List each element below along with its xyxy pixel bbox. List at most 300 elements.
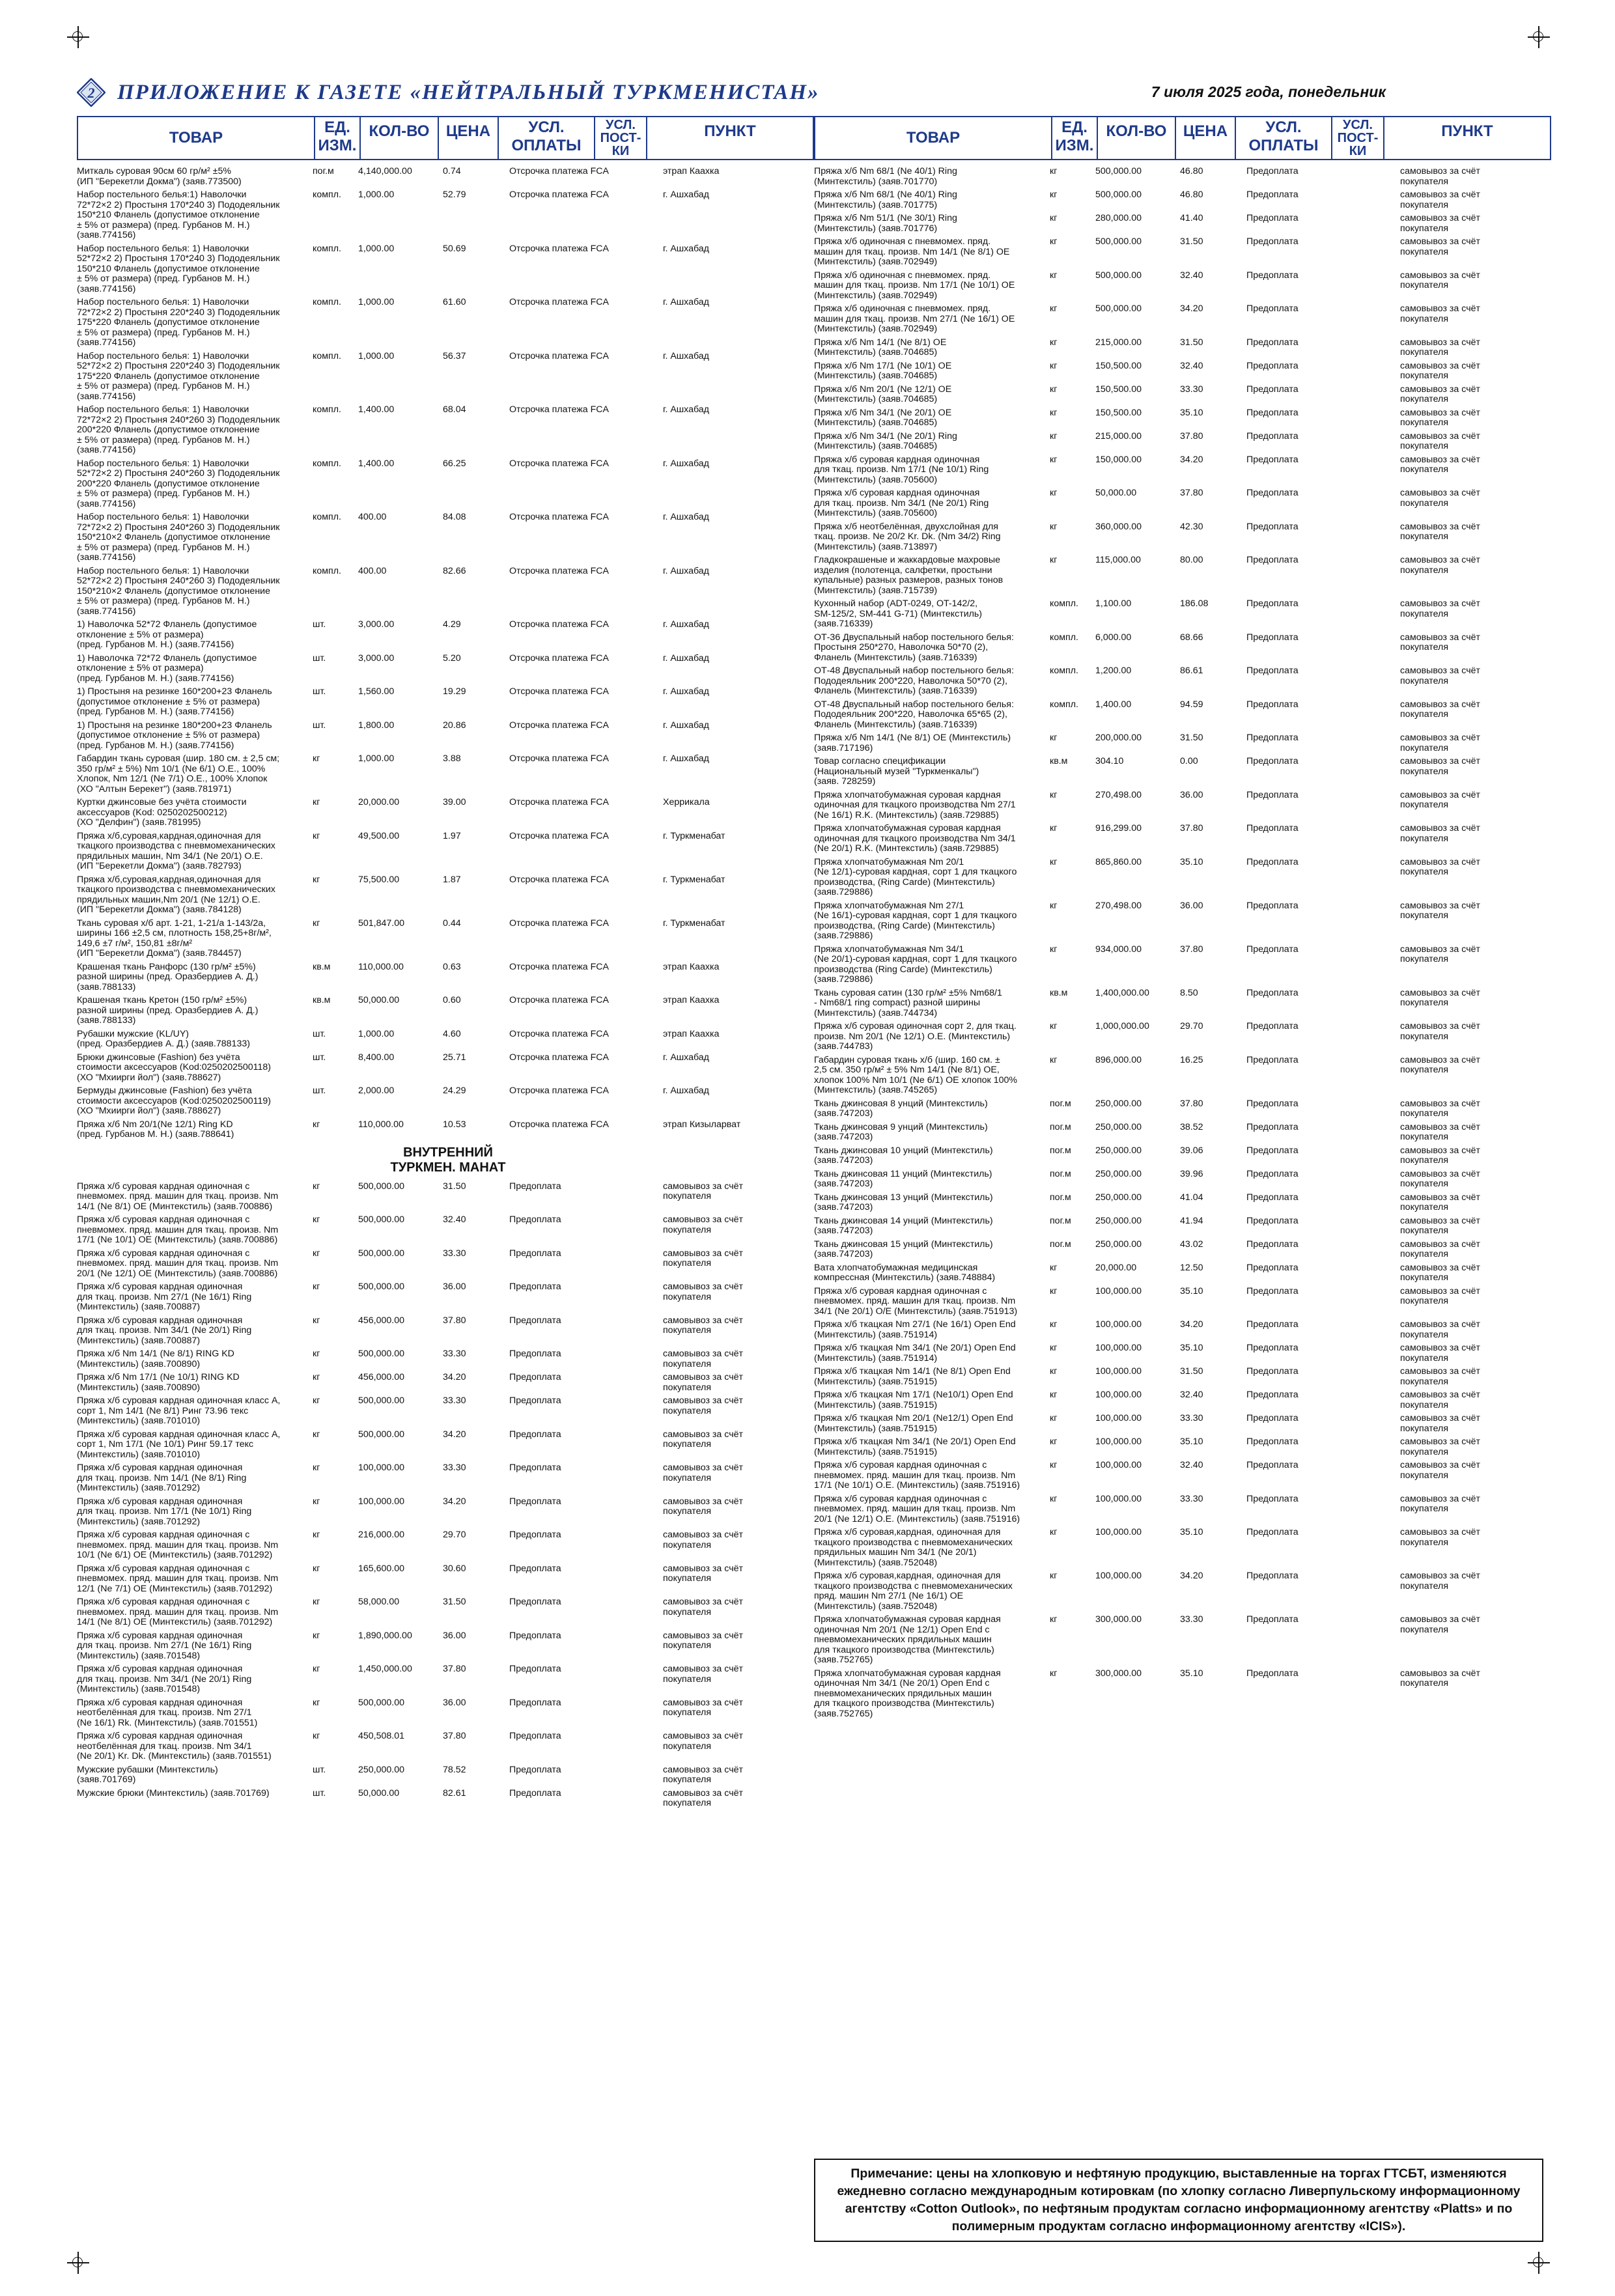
cell-product: Пряжа х/б Nm 17/1 (Ne 10/1) OE (Минтекстиль) (заяв.704685)	[814, 360, 952, 381]
cell-product: Ткань джинсовая 14 унций (Минтекстиль) (заяв.747203)	[814, 1215, 993, 1236]
cell-price: 34.20	[443, 1429, 466, 1440]
cell-point: самовывоз за счёт покупателя	[1400, 303, 1480, 324]
cell-point: самовывоз за счёт покупателя	[1400, 1319, 1480, 1340]
table-row	[77, 832, 814, 872]
cell-qty: 3,000.00	[358, 619, 395, 630]
cell-unit: кг	[1050, 789, 1058, 800]
table-row	[77, 1373, 814, 1393]
cell-price: 37.80	[1180, 488, 1203, 498]
cell-qty: 215,000.00	[1095, 337, 1142, 348]
cell-product: Пряжа х/б суровая кардная одиночная для ткац. произв. Nm 14/1 (Ne 8/1) Ring (Минтекстиль) (заяв.701292)	[77, 1463, 247, 1493]
cell-payment: Предоплата	[1246, 944, 1299, 955]
cell-product: Набор постельного белья:1) Наволочки 72*72×2 2) Простыня 170*240 3) Пододеяльник 150*210 Фланель (допустимое отклонение ± 5% от размера) (пред. Гурбанов М. Н.) (заяв.774156)	[77, 189, 280, 240]
cell-payment: Отсрочка платежа FCA	[509, 512, 609, 522]
table-row	[814, 945, 1551, 985]
cell-point: самовывоз за счёт покупателя	[1400, 270, 1480, 290]
cell-unit: компл.	[1050, 665, 1078, 676]
cell-point: самовывоз за счёт покупателя	[1400, 1054, 1480, 1075]
cell-qty: 250,000.00	[1095, 1215, 1142, 1226]
cell-product: Пряжа х/б суровая кардная одиночная с пневмомех. пряд. машин для ткац. произв. Nm 20/1 (Ne 12/1) O.E. (Минтекстиль) (заяв.751916)	[814, 1493, 1020, 1524]
cell-price: 32.40	[1180, 360, 1203, 371]
cell-qty: 8,400.00	[358, 1052, 395, 1063]
cell-qty: 270,498.00	[1095, 900, 1142, 911]
cell-payment: Предоплата	[1246, 1021, 1299, 1031]
cell-qty: 100,000.00	[1095, 1390, 1142, 1400]
cell-product: Габардин ткань суровая (шир. 180 см. ± 2,5 см; 350 гр/м² ± 5%) Nm 10/1 (Ne 6/1) O.E., 100% Хлопок, Nm 12/1 (Ne 7/1) O.E., 100% Хлопок (ХО "Алтын Берекет") (заяв.781971)	[77, 753, 280, 794]
cell-point: самовывоз за счёт покупателя	[1400, 337, 1480, 357]
cell-product: Пряжа х/б одиночная с пневмомех. пряд. машин для ткац. произв. Nm 14/1 (Ne 8/1) OE (Минтекстиль) (заяв.702949)	[814, 236, 1010, 267]
cell-product: 1) Наволочка 72*72 Фланель (допустимое отклонение ± 5% от размера) (пред. Гурбанов М. Н.) (заяв.774156)	[77, 652, 257, 684]
table-row	[77, 190, 814, 241]
cell-qty: 360,000.00	[1095, 521, 1142, 532]
cell-unit: кг	[313, 1496, 320, 1507]
cell-product: Набор постельного белья: 1) Наволочки 52*72×2 2) Простыня 170*240 3) Пододеяльник 150*210 Фланель (допустимое отклонение ± 5% от размера) (пред. Гурбанов М. Н.) (заяв.774156)	[77, 243, 280, 294]
cell-unit: кг	[313, 1630, 320, 1641]
cell-point: этрап Каахка	[663, 166, 720, 176]
cell-product: Набор постельного белья: 1) Наволочки 72*72×2 2) Простыня 240*260 3) Пододеяльник 150*210×2 Фланель (допустимое отклонение ± 5% от размера) (пред. Гурбанов М. Н.) (заяв.774156)	[77, 512, 280, 563]
cell-point: самовывоз за счёт покупателя	[663, 1395, 743, 1416]
header-delivery: УСЛ. ПОСТ- КИ	[1331, 117, 1383, 159]
cell-unit: кг	[313, 1349, 320, 1359]
cell-payment: Предоплата	[509, 1496, 561, 1507]
cell-payment: Предоплата	[1246, 407, 1299, 418]
cell-point: самовывоз за счёт покупателя	[1400, 1021, 1480, 1042]
cell-point: г. Ашхабад	[663, 619, 709, 630]
cell-point: самовывоз за счёт покупателя	[1400, 360, 1480, 381]
table-row	[814, 455, 1551, 486]
cell-product: Пряжа х/б суровая кардная одиночная с пневмомех. пряд. машин для ткац. произв. Nm 12/1 (Ne 7/1) OE (Минтекстиль) (заяв.701292)	[77, 1563, 279, 1594]
cell-price: 41.04	[1180, 1192, 1203, 1203]
table-row	[814, 757, 1551, 787]
cell-price: 36.00	[1180, 900, 1203, 911]
cell-point: самовывоз за счёт покупателя	[1400, 1343, 1480, 1364]
cell-product: Пряжа х/б Nm 20/1 (Ne 12/1) OE (Минтекстиль) (заяв.704685)	[814, 384, 952, 404]
cell-payment: Предоплата	[509, 1664, 561, 1674]
cell-point: самовывоз за счёт покупателя	[1400, 407, 1480, 428]
cell-qty: 300,000.00	[1095, 1668, 1142, 1679]
cell-price: 84.08	[443, 512, 466, 522]
cell-qty: 215,000.00	[1095, 430, 1142, 441]
cell-payment: Предоплата	[1246, 166, 1299, 176]
cell-payment: Предоплата	[1246, 1390, 1299, 1400]
cell-payment: Предоплата	[509, 1395, 561, 1406]
cell-product: Вата хлопчатобумажная медицинская компрессная (Минтекстиль) (заяв.748884)	[814, 1262, 996, 1283]
cell-qty: 100,000.00	[1095, 1571, 1142, 1581]
cell-unit: кв.м	[1050, 756, 1068, 766]
cell-payment: Предоплата	[1246, 756, 1299, 766]
cell-price: 80.00	[1180, 555, 1203, 565]
cell-unit: шт.	[313, 619, 326, 630]
cell-point: самовывоз за счёт покупателя	[663, 1597, 743, 1617]
cell-product: Пряжа х/б суровая,кардная, одиночная для ткацкого производства с пневмомеханических прядильных машин Nm 34/1 (Ne 20/1) (Минтекстиль) (заяв.752048)	[814, 1527, 1013, 1568]
cell-unit: шт.	[313, 1764, 326, 1775]
cell-product: Пряжа х/б,суровая,кардная,одиночная для ткацкого производства с пневмомеханических прядильных машин, Nm 34/1 (Ne 20/1) O.E. (ИП "Берекетли Докма") (заяв.782793)	[77, 830, 275, 871]
cell-unit: компл.	[313, 350, 341, 361]
cell-point: самовывоз за счёт покупателя	[1400, 1460, 1480, 1481]
table-row	[77, 654, 814, 684]
cell-point: г. Ашхабад	[663, 297, 709, 307]
table-row	[814, 488, 1551, 519]
cell-qty: 1,560.00	[358, 686, 395, 697]
cell-unit: кг	[1050, 1319, 1058, 1330]
cell-payment: Предоплата	[1246, 1493, 1299, 1504]
cell-price: 43.02	[1180, 1239, 1203, 1250]
cell-payment: Предоплата	[1246, 699, 1299, 710]
registration-mark-bottom-right	[1528, 2252, 1550, 2274]
table-row	[814, 599, 1551, 630]
cell-qty: 304.10	[1095, 756, 1124, 766]
cell-price: 31.50	[1180, 1366, 1203, 1377]
cell-payment: Предоплата	[1246, 236, 1299, 247]
header-point: ПУНКТ	[1383, 117, 1550, 159]
cell-price: 0.74	[443, 166, 461, 176]
cell-qty: 100,000.00	[1095, 1343, 1142, 1353]
cell-payment: Предоплата	[1246, 1262, 1299, 1273]
cell-point: самовывоз за счёт покупателя	[663, 1349, 743, 1369]
cell-qty: 1,000.00	[358, 243, 395, 254]
cell-payment: Предоплата	[1246, 488, 1299, 498]
header-unit: ЕД. ИЗМ.	[314, 117, 359, 159]
cell-unit: кг	[313, 1315, 320, 1326]
cell-price: 78.52	[443, 1764, 466, 1775]
cell-payment: Отсрочка платежа FCA	[509, 166, 609, 176]
cell-price: 31.50	[443, 1597, 466, 1607]
cell-unit: кг	[313, 1372, 320, 1382]
cell-price: 33.30	[443, 1463, 466, 1473]
registration-mark-bottom-left	[67, 2252, 89, 2274]
cell-unit: компл.	[313, 565, 341, 576]
cell-unit: кг	[1050, 1054, 1058, 1065]
table-row	[77, 620, 814, 651]
table-row	[814, 1571, 1551, 1612]
cell-product: Пряжа х/б суровая кардная одиночная с пневмомех. пряд. машин для ткац. произв. Nm 10/1 (Ne 6/1) OE (Минтекстиль) (заяв.701292)	[77, 1530, 279, 1560]
cell-point: самовывоз за счёт покупателя	[663, 1731, 743, 1752]
cell-payment: Предоплата	[509, 1787, 561, 1799]
cell-qty: 1,000,000.00	[1095, 1021, 1149, 1031]
cell-unit: компл.	[313, 243, 341, 254]
cell-price: 34.20	[443, 1496, 466, 1507]
cell-unit: кг	[1050, 1390, 1058, 1400]
registration-mark-top-left	[67, 26, 89, 48]
table-body-left-manat	[77, 1181, 814, 1808]
cell-unit: кг	[1050, 1493, 1058, 1504]
cell-price: 39.06	[1180, 1145, 1203, 1156]
cell-product: ОТ-36 Двуспальный набор постельного белья: Простыня 250*270, Наволочка 50*70 (2), Фланель (Минтекстиль) (заяв.716339)	[814, 632, 1014, 663]
cell-qty: 1,800.00	[358, 720, 395, 731]
cell-qty: 500,000.00	[1095, 189, 1142, 200]
page-title: ПРИЛОЖЕНИЕ К ГАЗЕТЕ «НЕЙТРАЛЬНЫЙ ТУРКМЕНИСТАН»	[117, 81, 820, 104]
cell-point: самовывоз за счёт покупателя	[1400, 987, 1480, 1008]
table-row	[814, 700, 1551, 731]
cell-point: г. Ашхабад	[663, 686, 709, 697]
cell-qty: 501,847.00	[358, 917, 405, 929]
cell-price: 36.00	[443, 1281, 466, 1292]
table-row	[814, 1099, 1551, 1119]
cell-payment: Отсрочка платежа FCA	[509, 753, 609, 764]
cell-price: 31.50	[443, 1181, 466, 1192]
cell-qty: 456,000.00	[358, 1315, 405, 1326]
cell-unit: кг	[313, 1248, 320, 1259]
cell-payment: Отсрочка платежа FCA	[509, 565, 609, 576]
cell-payment: Предоплата	[1246, 733, 1299, 743]
cell-unit: кг	[1050, 213, 1058, 223]
cell-price: 33.30	[1180, 1493, 1203, 1504]
cell-qty: 100,000.00	[1095, 1460, 1142, 1470]
cell-qty: 150,500.00	[1095, 407, 1142, 418]
cell-point: этрап Каахка	[663, 961, 720, 972]
cell-unit: кг	[1050, 337, 1058, 348]
table-row	[814, 271, 1551, 301]
cell-product: Габардин суровая ткань х/б (шир. 160 см. ± 2,5 см. 350 гр/м² ± 5% Nm 14/1 (Ne 8/1) OE, хлопок 100% Nm 10/1 (Ne 6/1) OE хлопок 100% (Минтекстиль) (заяв.745265)	[814, 1054, 1017, 1095]
cell-payment: Предоплата	[1246, 521, 1299, 532]
cell-point: самовывоз за счёт покупателя	[1400, 430, 1480, 451]
cell-product: Пряжа х/б суровая кардная одиночная с пневмомех. пряд. машин для ткац. произв. Nm 14/1 (Ne 8/1) OE (Минтекстиль) (заяв.700886)	[77, 1181, 279, 1212]
cell-price: 33.30	[1180, 1413, 1203, 1423]
cell-qty: 500,000.00	[358, 1395, 405, 1406]
cell-qty: 1,200.00	[1095, 665, 1132, 676]
cell-payment: Отсрочка платежа FCA	[509, 619, 609, 630]
cell-point: самовывоз за счёт покупателя	[1400, 699, 1480, 720]
cell-qty: 250,000.00	[1095, 1098, 1142, 1109]
cell-unit: кг	[313, 1429, 320, 1440]
table-row	[77, 298, 814, 348]
cell-payment: Предоплата	[1246, 1413, 1299, 1423]
cell-unit: кг	[1050, 555, 1058, 565]
cell-unit: кг	[1050, 1285, 1058, 1296]
cell-qty: 1,400.00	[1095, 699, 1132, 710]
cell-qty: 100,000.00	[1095, 1493, 1142, 1504]
cell-price: 42.30	[1180, 521, 1203, 532]
cell-payment: Предоплата	[1246, 598, 1299, 609]
cell-price: 186.08	[1180, 598, 1209, 609]
cell-product: Бермуды джинсовые (Fashion) без учёта стоимости аксессуаров (Kod:0250202500119) (ХО "Мхиирги йол") (заяв.788627)	[77, 1085, 272, 1116]
cell-qty: 150,000.00	[1095, 454, 1142, 465]
cell-point: самовывоз за счёт покупателя	[663, 1630, 743, 1651]
cell-point: самовывоз за счёт покупателя	[1400, 1121, 1480, 1142]
cell-qty: 100,000.00	[1095, 1413, 1142, 1423]
cell-unit: кг	[1050, 1527, 1058, 1537]
cell-point: г. Ашхабад	[663, 652, 709, 664]
cell-payment: Предоплата	[1246, 303, 1299, 314]
cell-point: самовывоз за счёт покупателя	[1400, 166, 1480, 187]
cell-qty: 6,000.00	[1095, 632, 1132, 643]
cell-price: 68.66	[1180, 632, 1203, 643]
cell-price: 33.30	[1180, 1614, 1203, 1625]
cell-qty: 300,000.00	[1095, 1614, 1142, 1625]
table-row	[77, 567, 814, 617]
cell-product: Пряжа х/б неотбелённая, двухслойная для ткац. произв. Ne 20/2 Kr. Dk. (Nm 34/2) Ring (Минтекстиль) (заяв.713897)	[814, 521, 1001, 552]
cell-point: самовывоз за счёт покупателя	[1400, 1262, 1480, 1283]
cell-payment: Предоплата	[1246, 1343, 1299, 1353]
table-header-left	[77, 116, 814, 160]
cell-payment: Предоплата	[509, 1597, 561, 1607]
cell-price: 61.60	[443, 297, 466, 307]
cell-payment: Предоплата	[1246, 1460, 1299, 1470]
cell-point: самовывоз за счёт покупателя	[663, 1248, 743, 1268]
cell-point: этрап Кизыларват	[663, 1119, 741, 1130]
cell-unit: кг	[1050, 236, 1058, 247]
cell-unit: компл.	[313, 458, 341, 469]
registration-mark-top-right	[1528, 26, 1550, 48]
cell-point: самовывоз за счёт покупателя	[663, 1787, 743, 1808]
header-point: ПУНКТ	[646, 117, 813, 159]
cell-payment: Предоплата	[509, 1372, 561, 1382]
cell-point: самовывоз за счёт покупателя	[1400, 189, 1480, 210]
cell-unit: кг	[1050, 303, 1058, 314]
cell-price: 0.00	[1180, 756, 1198, 766]
cell-payment: Отсрочка платежа FCA	[509, 1085, 609, 1096]
cell-point: самовывоз за счёт покупателя	[1400, 1668, 1480, 1688]
table-row	[814, 1056, 1551, 1096]
cell-payment: Предоплата	[1246, 555, 1299, 565]
table-row	[77, 1249, 814, 1280]
table-row	[77, 1698, 814, 1729]
cell-product: Пряжа х/б суровая одиночная сорт 2, для ткац. произв. Nm 20/1 (Ne 12/1) O.E. (Минтекстиль) (заяв.744783)	[814, 1021, 1017, 1052]
cell-point: самовывоз за счёт покупателя	[1400, 632, 1480, 652]
cell-product: Пряжа х/б Nm 68/1 (Ne 40/1) Ring (Минтекстиль) (заяв.701775)	[814, 189, 957, 210]
cell-unit: кв.м	[313, 961, 331, 972]
cell-point: самовывоз за счёт покупателя	[1400, 213, 1480, 234]
cell-price: 0.60	[443, 995, 461, 1005]
cell-unit: шт.	[313, 720, 326, 731]
header-unit: ЕД. ИЗМ.	[1051, 117, 1097, 159]
cell-point: самовывоз за счёт покупателя	[1400, 1168, 1480, 1189]
cell-product: Набор постельного белья: 1) Наволочки 72*72×2 2) Простыня 240*260 3) Пододеяльник 200*220 Фланель (допустимое отклонение ± 5% от размера) (пред. Гурбанов М. Н.) (заяв.774156)	[77, 404, 280, 455]
cell-qty: 100,000.00	[1095, 1527, 1142, 1537]
cell-price: 33.30	[443, 1395, 466, 1406]
cell-unit: кг	[313, 874, 320, 885]
cell-product: Пряжа хлопчатобумажная суровая кардная одиночная для ткацкого производства Nm 27/1 (Ne 16/1) R.K. (Минтекстиль) (заяв.729885)	[814, 789, 1016, 820]
cell-payment: Предоплата	[1246, 337, 1299, 348]
cell-payment: Предоплата	[1246, 213, 1299, 223]
cell-point: самовывоз за счёт покупателя	[663, 1214, 743, 1235]
cell-unit: кг	[313, 1597, 320, 1607]
cell-product: 1) Простыня на резинке 160*200+23 Фланель (допустимое отклонение ± 5% от размера) (пред. Гурбанов М. Н.) (заяв.774156)	[77, 686, 272, 717]
cell-point: самовывоз за счёт покупателя	[663, 1372, 743, 1393]
header-qty: КОЛ-ВО	[1097, 117, 1175, 159]
cell-unit: шт.	[313, 1028, 326, 1039]
cell-qty: 500,000.00	[1095, 303, 1142, 314]
cell-point: самовывоз за счёт покупателя	[1400, 598, 1480, 619]
table-row	[814, 1461, 1551, 1491]
cell-product: Пряжа х/б Nm 17/1 (Ne 10/1) RING KD (Минтекстиль) (заяв.700890)	[77, 1372, 240, 1393]
cell-price: 36.00	[443, 1697, 466, 1708]
cell-payment: Предоплата	[1246, 360, 1299, 371]
table-row	[814, 361, 1551, 382]
cell-price: 35.10	[1180, 1527, 1203, 1537]
cell-point: самовывоз за счёт покупателя	[663, 1530, 743, 1550]
cell-product: Пряжа хлопчатобумажная Nm 20/1 (Ne 12/1)-суровая кардная, сорт 1 для ткацкого производства, (Ring Carde) (Минтекстиль) (заяв.729886)	[814, 856, 1017, 897]
cell-point: самовывоз за счёт покупателя	[1400, 756, 1480, 777]
cell-point: самовывоз за счёт покупателя	[663, 1281, 743, 1302]
cell-point: самовывоз за счёт покупателя	[663, 1496, 743, 1517]
cell-price: 25.71	[443, 1052, 466, 1063]
cell-payment: Предоплата	[509, 1315, 561, 1326]
cell-product: Ткань джинсовая 15 унций (Минтекстиль) (заяв.747203)	[814, 1239, 993, 1259]
cell-price: 24.29	[443, 1085, 466, 1096]
cell-qty: 100,000.00	[1095, 1366, 1142, 1377]
cell-qty: 1,000.00	[358, 350, 395, 361]
table-row	[814, 214, 1551, 234]
cell-qty: 280,000.00	[1095, 213, 1142, 223]
table-row	[814, 791, 1551, 821]
table-row	[814, 633, 1551, 664]
cell-qty: 216,000.00	[358, 1530, 405, 1540]
cell-price: 37.80	[1180, 823, 1203, 833]
cell-price: 0.44	[443, 917, 461, 929]
cell-price: 31.50	[1180, 236, 1203, 247]
cell-qty: 4,140,000.00	[358, 166, 412, 176]
table-row	[814, 901, 1551, 942]
cell-unit: кг	[313, 1119, 320, 1130]
cell-price: 37.80	[443, 1315, 466, 1326]
table-row	[77, 244, 814, 295]
cell-point: самовывоз за счёт покупателя	[1400, 900, 1480, 921]
cell-product: Пряжа х/б Nm 34/1 (Ne 20/1) OE (Минтекстиль) (заяв.704685)	[814, 407, 952, 428]
cell-price: 35.10	[1180, 1285, 1203, 1296]
cell-product: Пряжа х/б Nm 14/1 (Ne 8/1) OE (Минтекстиль) (заяв.704685)	[814, 337, 947, 357]
cell-price: 33.30	[443, 1349, 466, 1359]
table-row	[77, 1664, 814, 1695]
cell-unit: кг	[313, 1463, 320, 1473]
cell-price: 86.61	[1180, 665, 1203, 676]
cell-unit: компл.	[1050, 632, 1078, 643]
table-row	[77, 1530, 814, 1561]
cell-product: Пряжа х/б суровая кардная одиночная для ткац. произв. Nm 34/1 (Ne 20/1) Ring (Минтекстиль) (заяв.705600)	[814, 488, 989, 518]
cell-unit: пог.м	[1050, 1145, 1071, 1156]
cell-qty: 865,860.00	[1095, 856, 1142, 867]
table-row	[814, 1437, 1551, 1457]
cell-price: 36.00	[443, 1630, 466, 1641]
cell-price: 34.20	[443, 1372, 466, 1382]
cell-product: Пряжа х/б Nm 20/1(Ne 12/1) Ring KD (пред. Гурбанов М. Н.) (заяв.788641)	[77, 1119, 234, 1140]
cell-payment: Предоплата	[509, 1530, 561, 1540]
cell-product: Ткань джинсовая 8 унций (Минтекстиль) (заяв.747203)	[814, 1098, 988, 1119]
table-row	[77, 1631, 814, 1662]
table-row	[77, 1765, 814, 1785]
table-row	[814, 432, 1551, 452]
cell-product: Пряжа хлопчатобумажная суровая кардная одиночная Nm 34/1 (Ne 20/1) Open End с пневмомеханических прядильных машин для ткацкого производства (Минтекстиль) (заяв.752765)	[814, 1668, 1001, 1719]
cell-point: самовывоз за счёт покупателя	[663, 1764, 743, 1785]
cell-point: г. Туркменабат	[663, 874, 725, 885]
section-title: ВНУТРЕННИЙ ТУРКМЕН. МАНАТ	[390, 1145, 506, 1175]
table-row	[814, 338, 1551, 358]
cell-price: 35.10	[1180, 407, 1203, 418]
cell-price: 34.20	[1180, 1319, 1203, 1330]
cell-product: Пряжа х/б,суровая,кардная,одиночная для ткацкого производства с пневмомеханических прядильных машин,Nm 20/1 (Ne 12/1) O.E. (ИП "Берекетли Докма") (заяв.784128)	[77, 874, 275, 915]
cell-unit: кг	[1050, 1413, 1058, 1423]
table-row	[814, 167, 1551, 187]
table-row	[77, 919, 814, 959]
cell-payment: Предоплата	[1246, 1285, 1299, 1296]
cell-unit: кг	[1050, 823, 1058, 833]
table-row	[77, 352, 814, 402]
cell-point: самовывоз за счёт покупателя	[1400, 944, 1480, 964]
cell-qty: 1,400,000.00	[1095, 987, 1149, 998]
cell-qty: 250,000.00	[1095, 1239, 1142, 1250]
cell-payment: Отсрочка платежа FCA	[509, 243, 609, 254]
cell-payment: Предоплата	[1246, 1215, 1299, 1226]
cell-unit: компл.	[1050, 598, 1078, 609]
cell-qty: 1,450,000.00	[358, 1664, 412, 1674]
cell-qty: 500,000.00	[1095, 236, 1142, 247]
table-row	[814, 1193, 1551, 1213]
cell-payment: Предоплата	[1246, 665, 1299, 676]
cell-unit: кг	[1050, 1614, 1058, 1625]
cell-point: самовывоз за счёт покупателя	[663, 1463, 743, 1483]
cell-point: самовывоз за счёт покупателя	[1400, 1571, 1480, 1591]
table-row	[814, 1615, 1551, 1666]
